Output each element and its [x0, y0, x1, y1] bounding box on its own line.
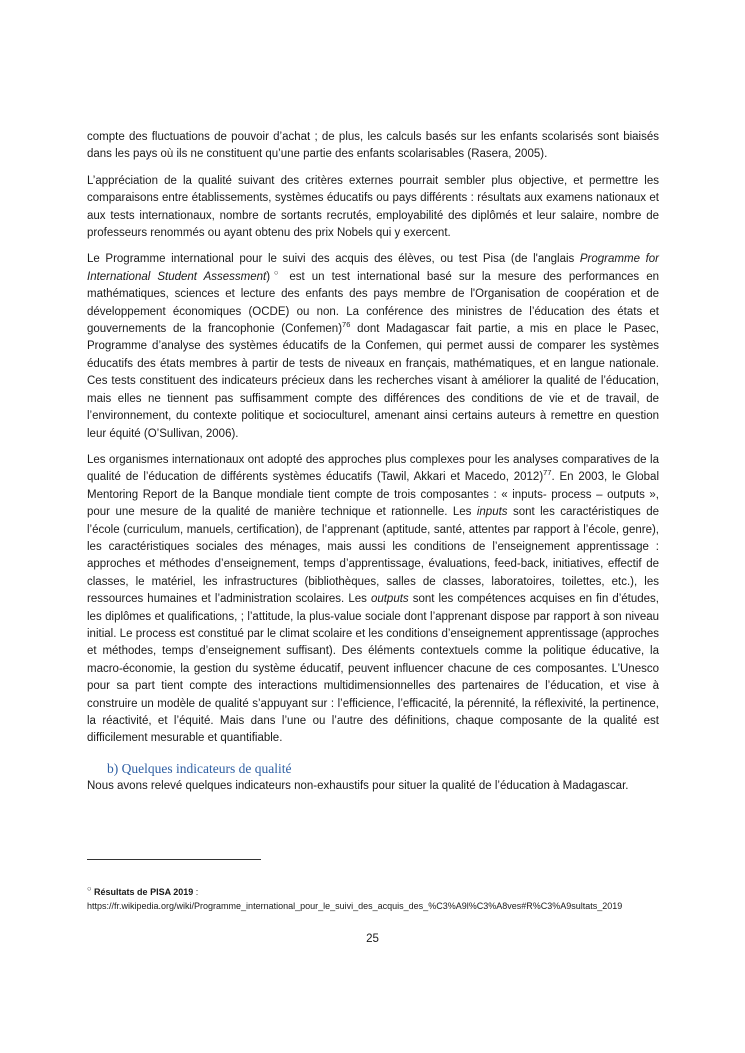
paragraph-3-text-d: dont Madagascar fait partie, a mis en place le Pasec, Programme d’analyse des systèmes éducatifs de la Confemen, qui permet aussi de comparer les systèmes éducatifs des états membres à partir de tests de niveaux en français, mathématiques, et en langue nationale. Ces tests constituent des indicateurs précieux dans les recherches visant à améliorer la qualité de l’éducation, mais elles ne tiennent pas suffisamment compte des différences des conditions de vie et de travail, de l’environnement, du contexte politique et socioculturel, amenant ainsi certains auteurs à remettre en question leur équité (O’Sullivan, 2006). [87, 323, 659, 440]
paragraph-4 [87, 452, 659, 748]
section-intro: Nous avons relevé quelques indicateurs non-exhaustifs pour situer la qualité de l’éducation à Madagascar. [87, 779, 629, 792]
paragraph-1-text: compte des fluctuations de pouvoir d’achat ; de plus, les calculs basés sur les enfants scolarisés sont biaisés dans les pays où ils ne constituent qu’une partie des enfants scolarisables (Rasera, 2005). [87, 131, 659, 161]
footnote-separator: : [193, 887, 199, 897]
footnote-divider [87, 859, 261, 860]
paragraph-4-text-b: . En 2003, le Global Mentoring Report de la Banque mondiale tient compte de trois composantes : « inputs- process – outputs », pour une mesure de la qualité de manière technique et rationnelle. Les [87, 471, 659, 519]
paragraph-4-text-c: sont les caractéristiques de l’école (curriculum, manuels, certification), de l’apprenant (aptitude, santé, attentes par rapport à l’école, genre), les caractéristiques sociales des ménages, mais aussi les conditions de l’enseignement apprentissage : approches et méthodes d’enseignement, temps d’apprentissage, évaluations, feed-back, initiatives, effectif de classes, le matériel, les infrastructures (bibliothèques, salles de classes, laboratoires, toilettes, etc.), les ressources humaines et l’administration scolaires. Les [87, 506, 659, 606]
paragraph-1 [87, 129, 659, 164]
paragraph-4-text-a: Les organismes internationaux ont adopté des approches plus complexes pour les analyses comparatives de la qualité de l’éducation de différents systèmes éducatifs (Tawil, Akkari et Macedo, 2012) [87, 453, 659, 484]
paragraph-2-text: L’appréciation de la qualité suivant des critères externes pourrait sembler plus objective, et permettre les comparaisons entre établissements, systèmes éducatifs ou pays différents : résultats aux examens nationaux et aux tests internationaux, nombre de sortants recrutés, employabilité des diplômés et leur salaire, nombre de professeurs renommés ou ayant obtenu des prix Nobels qui y exercent. [87, 174, 659, 240]
footnote-title: Résultats de PISA 2019 [94, 887, 194, 897]
footnote-ref-77[interactable]: 77 [543, 468, 552, 478]
paragraph-2 [87, 173, 659, 243]
paragraph-3 [87, 251, 659, 442]
paragraph-3-text-c: est un test international basé sur la mesure des performances en mathématiques, sciences et lecture des enfants des pays membre de l'Organisation de coopération et de développement économiques (OCDE) ou non. La conférence des ministres de l’éducation des états et gouvernements de la francophonie (Confemen) [87, 270, 659, 336]
footnote [87, 882, 659, 913]
footnote-link[interactable]: https://fr.wikipedia.org/wiki/Programme_international_pour_le_suivi_des_acquis_des_%C3%A9l%C3%A8ves#R%C3%A9sultats_2019 [87, 901, 623, 911]
footnote-ref-pisa[interactable]: ○ [270, 268, 283, 278]
paragraph-4-text-d: sont les compétences acquises en fin d’études, les diplômes et qualifications, ; l’attitude, la plus-value sociale dont l’apprenant dispose par rapport à son niveau initial. Le process est constitué par le climat scolaire et les conditions d’enseignement apprentissage (approches et méthodes, temps d’enseignement suffisant). Des éléments contextuels comme la politique éducative, la macro-économie, la gestion du système éducatif, peuvent influencer chacune de ces composantes. L’Unesco pour sa part tient compte des interactions multidimensionnelles des partenaires de l’éducation, et vise à construire un modèle de qualité s’appuyant sur : l’efficience, l’efficacité, la pérennité, la réflexivité, la pertinence, la réactivité, et l’équité. Mais dans l’une ou l’autre des définitions, chaque composante de la qualité est difficilement mesurable et quantifiable. [87, 593, 659, 745]
term-outputs: outputs [370, 593, 409, 606]
footnote-marker: ○ [87, 884, 92, 893]
footnote-ref-76[interactable]: 76 [342, 320, 351, 330]
term-inputs: inputs [476, 506, 508, 519]
section-heading: b) Quelques indicateurs de qualité [107, 760, 292, 776]
page-number: 25 [366, 933, 379, 945]
document-body [87, 129, 659, 804]
paragraph-3-text-b: ) [266, 270, 271, 283]
pisa-english-name: Programme for International Student Assessment [87, 253, 659, 283]
paragraph-3-text-a: Le Programme international pour le suivi des acquis des élèves, ou test Pisa (de l'anglais [87, 253, 580, 266]
